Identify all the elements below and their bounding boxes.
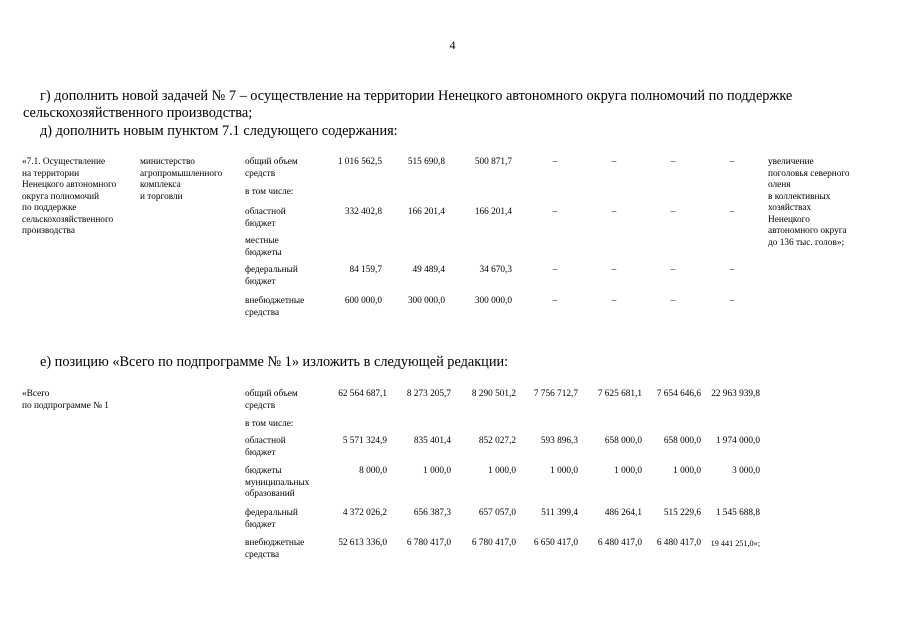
table-cell-value: 166 201,4: [474, 207, 512, 217]
table-cell-value: 7 756 712,7: [533, 389, 578, 399]
result-line: до 136 тыс. голов»;: [768, 237, 845, 248]
table-cell-value: 6 480 417,0: [656, 538, 701, 548]
table-cell-value: 5 571 324,9: [342, 436, 387, 446]
table-cell-value: 600 000,0: [344, 296, 382, 306]
executor-line: и торговли: [140, 191, 183, 202]
row-label-line: средств: [245, 168, 276, 179]
row-label-line: средства: [245, 307, 280, 318]
table-cell-value: 500 871,7: [474, 157, 512, 167]
result-line: автономного округа: [768, 226, 847, 236]
table-cell-value: 300 000,0: [407, 296, 445, 306]
table-cell-value: 1 000,0: [614, 466, 642, 476]
table-cell-value: –: [552, 296, 558, 306]
row-label-line: общий объем: [245, 157, 298, 167]
row-label-line: бюджеты: [245, 247, 282, 258]
table-cell-value: 835 401,4: [413, 436, 451, 446]
row-label-line: федеральный: [245, 508, 298, 518]
table-cell-value: –: [729, 157, 735, 167]
table-cell-value: 34 670,3: [479, 265, 512, 275]
table-cell-value: –: [611, 207, 617, 217]
table-cell-value: 1 000,0: [423, 466, 451, 476]
row-label-line: бюджет: [245, 519, 276, 530]
row-label-line: в том числе:: [245, 187, 294, 197]
row-label-line: муниципальных: [245, 477, 310, 488]
row-label-line: бюджеты: [245, 466, 282, 476]
item-name-line: сельскохозяйственного: [22, 214, 114, 225]
table-cell-value: –: [611, 157, 617, 167]
table-cell-value: –: [670, 265, 676, 275]
table-cell-value: 3 000,0: [732, 466, 760, 476]
table-cell-value: –: [552, 157, 558, 167]
table-cell-value: 511 399,4: [541, 508, 578, 518]
item-name-line: на территории: [22, 168, 80, 179]
table-cell-value: 6 480 417,0: [597, 538, 642, 548]
row-label-line: областной: [245, 207, 286, 217]
table-cell-value: –: [552, 265, 558, 275]
executor-line: агропромышленного: [140, 168, 223, 179]
row-label-line: федеральный: [245, 265, 298, 275]
table-cell-value: 658 000,0: [604, 436, 642, 446]
table-cell-value: –: [670, 157, 676, 167]
result-line: Ненецкого: [768, 214, 810, 225]
row-label-line: в том числе:: [245, 419, 294, 429]
row-label-line: внебюджетные: [245, 296, 305, 306]
table-cell-value: –: [670, 296, 676, 306]
table-cell-value: 332 402,8: [344, 207, 382, 217]
table-cell-value: 7 625 681,1: [597, 389, 642, 399]
table-cell-value: –: [611, 296, 617, 306]
table-cell-value: –: [729, 296, 735, 306]
result-line: оленя: [768, 180, 791, 190]
table-cell-value: 6 650 417,0: [533, 538, 578, 548]
row-label-line: внебюджетные: [245, 538, 305, 548]
table-cell-value: 1 000,0: [488, 466, 516, 476]
paragraph-e: е) позицию «Всего по подпрограмме № 1» изложить в следующей редакции:: [40, 354, 509, 370]
table-cell-value: 7 654 646,6: [656, 389, 701, 399]
result-line: в коллективных: [768, 191, 831, 202]
table-cell-value: 1 545 688,8: [715, 508, 760, 518]
row-label-line: местные: [245, 236, 279, 246]
table-cell-value: 515 229,6: [663, 508, 701, 518]
table-cell-value: 657 057,0: [478, 508, 516, 518]
table-cell-value: 1 016 562,5: [337, 157, 382, 167]
row-label-line: бюджет: [245, 447, 276, 458]
item-name-line: «7.1. Осуществление: [22, 157, 106, 167]
table-cell-value: 1 000,0: [673, 466, 701, 476]
table-cell-value: 300 000,0: [474, 296, 512, 306]
page-number: 4: [449, 38, 456, 52]
table-cell-value: 8 290 501,2: [471, 389, 516, 399]
table-cell-value: 62 564 687,1: [338, 389, 387, 399]
table-cell-value: 486 264,1: [604, 508, 642, 518]
row-label-line: бюджет: [245, 218, 276, 229]
table-cell-value: 6 780 417,0: [406, 538, 451, 548]
row-label-line: средства: [245, 549, 280, 560]
executor-line: комплекса: [140, 180, 181, 190]
row-label-line: общий объем: [245, 389, 298, 399]
item-name-line: по поддержке: [22, 203, 77, 213]
table-cell-value: 8 273 205,7: [406, 389, 451, 399]
paragraph-g-line2: сельскохозяйственного производства;: [23, 105, 253, 121]
result-line: хозяйствах: [768, 203, 812, 213]
row-label-line: бюджет: [245, 276, 276, 287]
table-cell-value: 6 780 417,0: [471, 538, 516, 548]
item-name-line: округа полномочий: [22, 191, 100, 202]
table-cell-value: –: [729, 265, 735, 275]
table-cell-value: 8 000,0: [359, 466, 387, 476]
row-label-line: образований: [245, 489, 295, 499]
paragraph-d: д) дополнить новым пунктом 7.1 следующего содержания:: [40, 123, 398, 139]
table-cell-value: 4 372 026,2: [342, 508, 387, 518]
item-name-line: производства: [22, 226, 75, 236]
table-cell-value: 1 974 000,0: [715, 436, 760, 446]
table-cell-value: –: [611, 265, 617, 275]
result-line: увеличение: [768, 157, 814, 167]
item-name-line: Ненецкого автономного: [22, 180, 117, 190]
item-name-line: по подпрограмме № 1: [22, 400, 109, 411]
executor-line: министерство: [140, 157, 195, 167]
table-cell-value: 22 963 939,8: [711, 389, 760, 399]
table-cell-value: 166 201,4: [407, 207, 445, 217]
table-cell-value: 1 000,0: [550, 466, 578, 476]
table-cell-value: 52 613 336,0: [338, 538, 387, 548]
table-cell-value: 515 690,8: [407, 157, 445, 167]
row-label-line: областной: [245, 436, 286, 446]
table-cell-value: 852 027,2: [478, 436, 516, 446]
table-cell-value: 19 441 251,0»;: [710, 539, 760, 548]
table-cell-value: 593 896,3: [540, 436, 578, 446]
table-cell-value: 658 000,0: [663, 436, 701, 446]
table-cell-value: 656 387,3: [413, 508, 451, 518]
paragraph-g-line1: г) дополнить новой задачей № 7 – осуществление на территории Ненецкого автономного округа полномочий по поддержке: [40, 88, 793, 104]
row-label-line: средств: [245, 400, 276, 411]
table-cell-value: –: [552, 207, 558, 217]
item-name-line: «Всего: [22, 389, 50, 399]
result-line: поголовья северного: [768, 168, 850, 179]
table-cell-value: 49 489,4: [412, 265, 445, 275]
table-cell-value: –: [670, 207, 676, 217]
table-cell-value: 84 159,7: [349, 265, 382, 275]
table-cell-value: –: [729, 207, 735, 217]
